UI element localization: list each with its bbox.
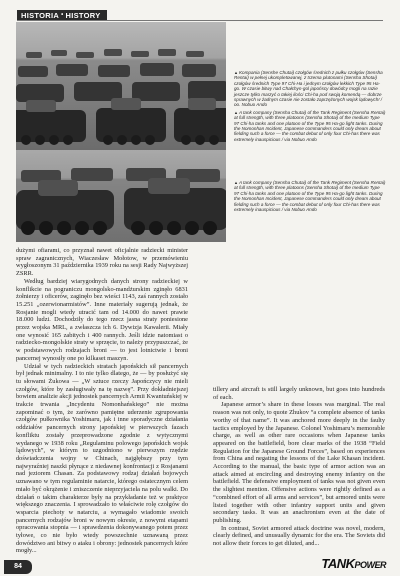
paragraph: Udział w tych radzieckich stratach japońskich sił pancernych był jednak minimalny. I to nie tylko dlatego, że — by posłużyć się tu słowami Żukowa — „W sztuce rzeczy Japończycy nie mieli czołgów, które by zasługiwały na tę nazwę”. Przy dokładniejszej bowiem analizie akcji jednostek pancernych Armii Kwantuńskiej w trakcie trwania „Incydentu Nomonhańskiego” nie można zapominać o tym, że zarówno pamiętne uderzenie zgrupowania czołgów pułkownika Yoshimaru, jak i inne sporadyczne działania oddziałów pancernych strony japońskiej w pierwszych fazach konfliktu zostały przeprowadzone zgodnie z wytycznymi wydanego w 1938 roku „Regulaminu polowego japońskich wojsk lądowych”, w którym to uzgodniono w pierwszym rzędzie doświadczenia wojny w Chinach, najgłębszy przy tym najwyraźniej naszki płynące z niedawnej konfrontacji z Rosjanami nad jeziorem Chasan. Za podstawowy rodzaj działań bojowych uznawano w tym regulaminie natarcie, którego ostatecznym celem miało być okrążenie i zniszczenie nieprzyjaciela na polu walki. Do działań o takim charakterze były na przykładanie też w praktyce większego znaczenia. I sprowadzało to właściwie rolę czołgów do wsparcia piechoty w natarciu, a wymagało wiadomie swoich pancernych rodzajów broni w nowym okresie, z nowymi etapami opracowania stopnia — i sprawdzenia dokonywanego potem przez tyłowe, co nie było wtedy powszechnie uznawaną przez dowództwo ani bitwy o ataku i obrony: jednostek pancernych które mogły...: [16, 362, 188, 555]
header-rule: [17, 20, 383, 21]
magazine-logo: [321, 556, 386, 571]
article-column-english: [213, 386, 385, 564]
section-label-polish: HISTORIA: [21, 11, 60, 20]
photo-tank-line: [16, 150, 226, 242]
paragraph: Japanese armor’s share in these losses was marginal. The real reason was not only, to quote Zhukov “a complete absence of tanks worthy of that name”. It was anchored more deeply in the faulty tactics employed by the Japanese. Colonel Yoshimaru’s memorable charge, as well as other rare occasions when Japanese tanks appeared on the battlefield, bore clear marks of the 1938 “Field Regulation for the Japanese Ground Forces”, based on experiences from China and negating the lessons of the Lake Khasan incident. According to the manual, the basic type of armor action was an attack aimed at encircling and destroying enemy infantry on the battlefield. The defensive employment of tanks was not given even the slightest mention. Offensive actions were rightly defined as a “combined effort of all arms and services”, but armored units were listed together with other infantry support units and given secondary tasks. It was an anachronism even at the date of publishing.: [213, 401, 385, 524]
paragraph: In contrast, Soviet armored attack doctrine was novel, modern, clearly defined, and unusually dynamic for the era. The Soviets did not allow their forces to get diluted, and...: [213, 524, 385, 548]
paragraph: tillery and aircraft is still largely unknown, but goes into hundreds of each.: [213, 386, 385, 401]
separator-dot-icon: •: [61, 12, 64, 18]
logo-sub: POWER: [354, 560, 386, 570]
caption-second-english: A tank company (Sensha Chutai) of the Tank Regiment (Sensha Rentai) at full strength, with three platoons (Sensha Shotai) of the medium Type 97 Chi-ha tanks and one platoon of the Type 95 Ha-go light tanks. During the Nomonhan Incident, Japanese commanders could only dream about fielding such a force — the combat debut of only four Chi-has there was extremely inauspicious / via Nobuo Ando: [234, 180, 386, 213]
page-number: 84: [4, 560, 32, 574]
caption-marker-icon: ▲: [234, 109, 238, 115]
photo-tank-company: [16, 22, 226, 150]
caption-first-polish: Kompania (Senshe Chutai) czołgów średnich z pułku czołgów (Sensha Rentai) w pełnej ukompletowanej, z trzema plutonami (Sensha Shotai) czołgów średnich Type 97 Chi-Ha i jednym czołgów lekkich Type 95 Ha-go. W czasie bitwy nad Chałchyn-gol japońscy dowódcy mogli na razie jeszcze tylko marzyć o takiej ilości Chi-ha pod swoją komendą — dobrze sprawnych w żadnym czasie nie zostało zaprzężonych wojsk lądowych! / oo. Nobuo Ando: [234, 70, 383, 108]
photo-caption-first: [234, 70, 386, 142]
caption-marker-icon: ▲: [234, 180, 238, 185]
caption-first-english-wrap: [234, 110, 386, 142]
article-column-polish: [16, 247, 188, 559]
caption-first-polish-wrap: [234, 70, 386, 108]
photo-caption-second: [234, 178, 386, 212]
photo-tank-line-image: [16, 150, 226, 242]
caption-second-english-wrap: [234, 180, 386, 212]
paragraph: Według bardziej wiarygodnych danych strony radzieckiej w konflikcie na pograniczu mongolsko-mandżurskim zginęło 6831 żołnierzy i oficerów, zaginęło bez wieści 1143, zaś rannych zostało 15.251 „ozerwionarmistów”. Inne materiały sugerują jednak, że Rosjanie mogli wtedy utracić tam od 14.000 do nawet prawie 18.000 ludzi. Dochodziły do tego rzecz jasna straty poniesione przez wojska MRL, a zwłaszcza ich 6. Dywizja Kawalerii. Miały one wynosić 165 zabitych i 400 rannych. Jeśli idzie natomiast o radziecko-mongolskie straty w sprzęcie, to należy przypuszczać, że w podstawowych rodzajach broni — to jest lotnictwie i broni pancernej wynosiły one po kilkaset maszyn.: [16, 277, 188, 362]
photo-tank-company-image: [16, 22, 226, 150]
caption-marker-icon: ▲: [234, 70, 238, 75]
caption-first-english: A tank company (Sensha Chutai) of the Tank Regiment (Sensha Rentai) at full strength, with three platoons (Sensha Shotai) of the medium Type 97 Chi-ha tanks and one platoon of the Type 95 Ha-go light tanks. During the Nomonhan Incident, Japanese commanders could only dream about fielding such a force — the combat debut of only four Chi-has there was extremely inauspicious / via Nobuo Ando: [234, 109, 386, 142]
paragraph: dużymi ofiarami, co przyznał nawet oficjalnie radziecki minister spraw zagranicznych, Wiaczesław Mołotow, w przemówieniu wygłoszonym 31 października 1939 roku na sesji Rady Najwyższej ZSRR.: [16, 247, 188, 278]
logo-main: TANK: [321, 556, 355, 571]
section-label-english: HISTORY: [65, 11, 101, 20]
